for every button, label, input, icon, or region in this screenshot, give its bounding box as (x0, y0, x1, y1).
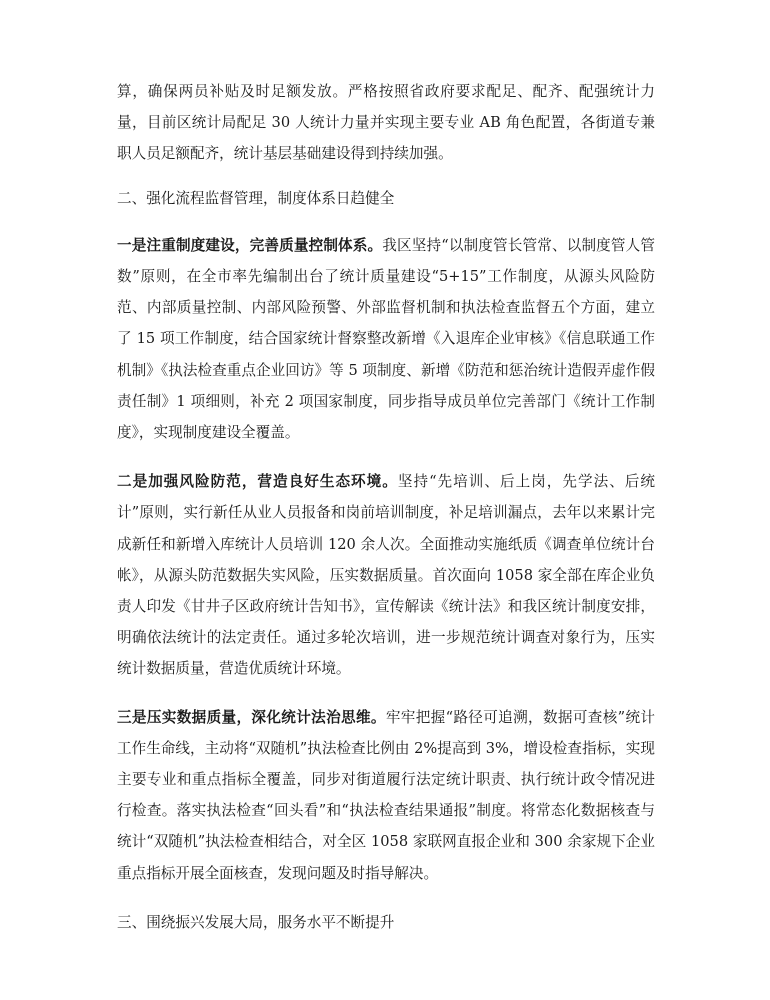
paragraph-body: 牢牢把握“路径可追溯，数据可查核”统计工作生命线，主动将“双随机”执法检查比例由 2%提高到 3%，增设检查指标，实现主要专业和重点指标全覆盖，同步对街道履行法定统计职责、执行统计政令情况进行检查。落实执法检查“回头看”和“执法检查结果通报”制度。将常态化数据核查与统计“双随机”执法检查相结合，对全区 1058 家联网直报企业和 300 余家规下企业重点指标开展全面核查，发现问题及时指导解决。 (117, 708, 655, 882)
paragraph-lead: 三是压实数据质量，深化统计法治思维。 (117, 708, 386, 726)
paragraph-body: 坚持“先培训、后上岗，先学法、后统计”原则，实行新任从业人员报备和岗前培训制度，补足培训漏点，去年以来累计完成新任和新增入库统计人员培训 120 余人次。全面推动实施纸质《调查单位统计台帐》，从源头防范数据失实风险，压实数据质量。首次面向 1058 家全部在库企业负责人印发《甘井子区政府统计告知书》，宣传解读《统计法》和我区统计制度安排，明确依法统计的法定责任。通过多轮次培训，进一步规范统计调查对象行为，压实统计数据质量，营造优质统计环境。 (117, 473, 655, 678)
paragraph-staffing: 算，确保两员补贴及时足额发放。严格按照省政府要求配足、配齐、配强统计力量，目前区统计局配足 30 人统计力量并实现主要专业 AB 角色配置，各街道专兼职人员足额配齐，统计基层基础建设得到持续加强。 (117, 83, 655, 163)
paragraph-data-quality (117, 702, 655, 889)
paragraph-lead: 二是加强风险防范，营造良好生态环境。 (117, 473, 398, 491)
section-heading-3: 三、围绕振兴发展大局，服务水平不断提升 (117, 913, 395, 931)
paragraph-lead: 一是注重制度建设，完善质量控制体系。 (117, 236, 383, 254)
paragraph-risk-prevention (117, 466, 655, 684)
section-heading-2: 二、强化流程监督管理，制度体系日趋健全 (117, 189, 395, 207)
paragraph-body: 我区坚持“以制度管长管常、以制度管人管数”原则，在全市率先编制出台了统计质量建设“5+15”工作制度，从源头风险防范、内部质量控制、内部风险预警、外部监督机制和执法检查监督五个方面，建立了 15 项工作制度，结合国家统计督察整改新增《入退库企业审核》《信息联通工作机制》《执法检查重点企业回访》等 5 项制度、新增《防范和惩治统计造假弄虚作假责任制》1 项细则，补充 2 项国家制度，同步指导成员单位完善部门《统计工作制度》，实现制度建设全覆盖。 (117, 236, 655, 442)
paragraph-system-building (117, 230, 655, 448)
